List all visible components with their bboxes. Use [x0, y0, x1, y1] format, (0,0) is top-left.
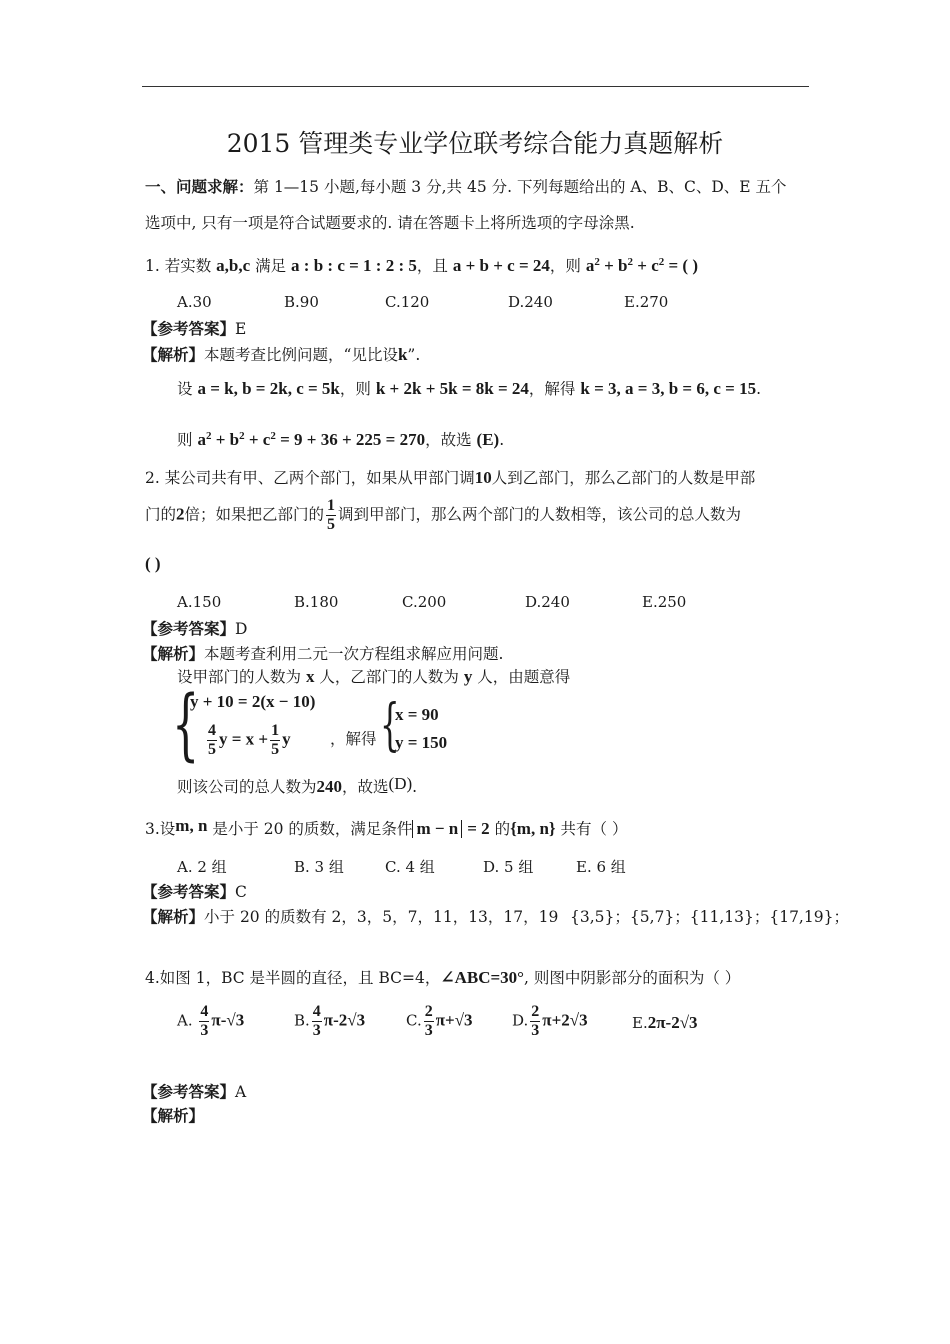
option-fraction [199, 1003, 209, 1040]
answer-label: 【参考答案】 [142, 619, 236, 638]
q2-eq2-frac [207, 722, 217, 759]
q1-analysis-text: ”. [407, 346, 421, 364]
q3-answer [142, 880, 247, 902]
option-rest: π+2√3 [542, 1010, 588, 1030]
option-label: B. [294, 1011, 310, 1030]
q1-target: = ( ) [668, 256, 699, 275]
q2-text: 人到乙部门，那么乙部门的人数是甲部 [491, 469, 756, 487]
analysis-label: 【解析】 [142, 907, 205, 926]
q3-pairs: {3,5}；{5,7}；{11,13}；{17,19}； [570, 908, 849, 926]
frac-num: 4 [208, 722, 216, 739]
section-heading: 一、问题求解： [145, 177, 254, 196]
q1-step-text: . [756, 380, 762, 398]
q2-answer [142, 617, 247, 639]
frac-den: 3 [312, 1022, 321, 1039]
q2-eq1: y + 10 = 2(x − 10) [190, 692, 316, 711]
q4-stem [145, 966, 740, 988]
option-label: A. [177, 1011, 193, 1030]
q1-option-d: D.240 [508, 293, 553, 311]
q1-option-c: C.120 [385, 293, 430, 311]
q1-step-text: ，解得 [528, 380, 576, 398]
q2-text: 人，由题意得 [477, 668, 571, 686]
q4-analysis [142, 1104, 204, 1126]
q1-step-text: . [499, 431, 505, 449]
q3-analysis [142, 905, 558, 927]
q2-option-b: B.180 [294, 593, 339, 611]
q2-setup [177, 665, 570, 687]
frac-den: 5 [271, 741, 280, 758]
q3-text: 共有（ ） [560, 820, 628, 838]
q2-var: x [305, 667, 315, 686]
q3-option-b: B. 3 组 [294, 858, 344, 876]
q3-text: 3.设 [145, 820, 176, 838]
option-rest: π+√3 [435, 1010, 473, 1030]
header-rule [142, 86, 809, 87]
option-label: C. [406, 1011, 422, 1030]
q4-option-e [632, 1013, 698, 1033]
q1-vars: a,b,c [216, 256, 251, 275]
q2-fraction [326, 497, 336, 534]
q2-text: 门的 [145, 505, 177, 524]
q1-step-math: = 9 + 36 + 225 = 270 [280, 430, 426, 449]
q2-sol1: x = 90 [395, 705, 439, 724]
q4-text: , 则图中阴影部分的面积为（ ） [523, 969, 741, 987]
section-intro-line2: 选项中, 只有一项是符合试题要求的. 请在答题卡上将所选项的字母涂黑. [145, 214, 635, 232]
q2-line2 [145, 497, 741, 534]
q1-ratio: a : b : c = 1 : 2 : 5 [291, 256, 417, 275]
q2-solve-label: ，解得 [330, 730, 377, 748]
q2-answer-value: D [235, 620, 248, 638]
frac-den: 3 [200, 1022, 209, 1039]
q1-analysis-k: k [397, 345, 408, 364]
section-intro-line1 [145, 175, 787, 197]
q2-option-e: E.250 [642, 593, 687, 611]
q2-sol2: y = 150 [395, 733, 448, 752]
q3-analysis-text: 小于 20 的质数有 2，3，5，7，11，13，17，19 [204, 908, 559, 926]
q1-analysis [142, 343, 420, 365]
q1-step-math: k = 3, a = 3, b = 6, c = 15 [580, 379, 757, 398]
q2-number: 10 [474, 468, 492, 487]
q3-text: 的 [494, 820, 511, 838]
q1-step-text: ，则 [339, 380, 371, 398]
q1-stem-text: 满足 [255, 257, 287, 275]
q1-answer [142, 317, 246, 339]
q3-option-d: D. 5 组 [483, 858, 534, 876]
q3-text: 是小于 20 的质数，满足条件 [212, 820, 413, 838]
q2-text: 人，乙部门的人数为 [319, 668, 459, 686]
q2-eq2 [205, 722, 291, 759]
q4-option-a [177, 1003, 244, 1040]
q2-option-a: A.150 [177, 593, 222, 611]
option-rest: π-√3 [211, 1010, 245, 1030]
q2-var: y [463, 667, 473, 686]
q2-text: 调到甲部门，那么两个部门的人数相等，该公司的总人数为 [338, 505, 742, 524]
answer-label: 【参考答案】 [142, 1082, 236, 1101]
q2-eq2-end: y [282, 729, 291, 749]
q2-fraction-num: 1 [327, 497, 336, 514]
left-brace: { [380, 693, 400, 758]
q4-text: 4.如图 1，BC 是半圆的直径，且 BC=4， [145, 969, 441, 987]
analysis-label: 【解析】 [142, 644, 205, 663]
frac-num: 4 [312, 1003, 321, 1020]
q2-text: 2. 某公司共有甲、乙两个部门，如果从甲部门调 [145, 469, 475, 487]
q3-stem [145, 817, 627, 839]
q1-stem [145, 254, 698, 276]
q4-option-d [512, 1003, 588, 1040]
q3-option-c: C. 4 组 [385, 858, 435, 876]
q1-analysis-text: 本题考查比例问题，“见比设 [204, 346, 398, 364]
q1-target-expr: $a^2 + b^2 + c^2$ [585, 256, 665, 275]
q3-set: {m, n} [510, 819, 556, 838]
analysis-label: 【解析】 [142, 1106, 205, 1125]
q1-stem-text: 1. 若实数 [145, 257, 212, 275]
frac-num: 4 [200, 1003, 209, 1020]
option-fraction [424, 1003, 434, 1040]
q2-text: 则该公司的总人数为 [177, 778, 317, 796]
q1-sum: a + b + c = 24 [452, 256, 550, 275]
q4-option-c [406, 1003, 473, 1040]
frac-den: 3 [531, 1022, 540, 1039]
frac-num: 1 [271, 722, 280, 739]
q2-number: 240 [316, 777, 343, 796]
page-title: 2015 管理类专业学位联考综合能力真题解析 [226, 129, 724, 158]
q2-eq2-mid: y = x + [219, 729, 269, 749]
q2-text: ，故选 [342, 778, 389, 796]
q1-step-math: (E) [476, 430, 500, 449]
q1-step-math: k + 2k + 5k = 8k = 24 [375, 379, 529, 398]
answer-label: 【参考答案】 [142, 882, 236, 901]
q2-line1 [145, 466, 755, 488]
q4-angle: ∠ABC=30° [440, 968, 524, 987]
q2-option-d: D.240 [525, 593, 570, 611]
q2-text: 倍；如果把乙部门的 [184, 505, 325, 524]
q2-conclusion [177, 775, 417, 797]
q2-eq2-frac [270, 722, 280, 759]
q3-answer-value: C [235, 883, 247, 901]
q1-option-e: E.270 [624, 293, 669, 311]
frac-den: 5 [208, 741, 216, 758]
q2-number: 2 [176, 504, 185, 524]
q1-step-text: 则 [177, 431, 193, 449]
q1-step-text: ，故选 [425, 431, 472, 449]
q1-stem-text: ，则 [549, 257, 581, 275]
q3-option-e: E. 6 组 [576, 858, 626, 876]
section-intro-text1: 第 1—15 小题,每小题 3 分,共 45 分. 下列每题给出的 A、B、C、D、E 五个 [253, 178, 787, 196]
analysis-label: 【解析】 [142, 345, 205, 364]
q2-analysis-text: 本题考查利用二元一次方程组求解应用问题. [204, 645, 504, 663]
option-fraction [530, 1003, 540, 1040]
q3-option-a: A. 2 组 [177, 858, 227, 876]
q2-analysis [142, 642, 503, 664]
q1-option-a: A.30 [177, 293, 212, 311]
q1-answer-value: E [235, 320, 247, 338]
q1-step1 [177, 377, 761, 399]
q3-vars: m, n [175, 816, 208, 835]
q4-answer-value: A [235, 1083, 247, 1101]
option-fraction [312, 1003, 322, 1040]
frac-num: 2 [531, 1003, 540, 1020]
option-label: D. [512, 1011, 529, 1030]
q2-choice: (D) [388, 774, 413, 793]
frac-num: 2 [424, 1003, 433, 1020]
q2-text: 设甲部门的人数为 [177, 668, 302, 686]
option-rest: π-2√3 [323, 1010, 366, 1030]
q4-answer [142, 1080, 246, 1102]
q4-option-b [294, 1003, 365, 1040]
frac-den: 3 [424, 1022, 433, 1039]
q2-option-c: C.200 [402, 593, 447, 611]
option-rest: 2π-2√3 [647, 1013, 698, 1032]
q2-text: . [412, 778, 418, 796]
q2-paren: ( ) [145, 554, 161, 573]
q3-abs-rhs: = 2 [467, 819, 490, 838]
left-brace: { [172, 680, 200, 770]
q1-step-math: a = k, b = 2k, c = 5k [197, 379, 340, 398]
q1-step2-expr: $a^2 + b^2 + c^2$ [197, 430, 276, 449]
q1-stem-text: ，且 [416, 257, 448, 275]
q1-option-b: B.90 [284, 293, 319, 311]
option-label: E. [632, 1014, 648, 1032]
q2-fraction-den: 5 [327, 516, 336, 533]
q1-step2 [177, 428, 504, 450]
answer-label: 【参考答案】 [142, 319, 236, 338]
q3-abs: m − n [412, 820, 462, 838]
q1-step-text: 设 [177, 380, 193, 398]
